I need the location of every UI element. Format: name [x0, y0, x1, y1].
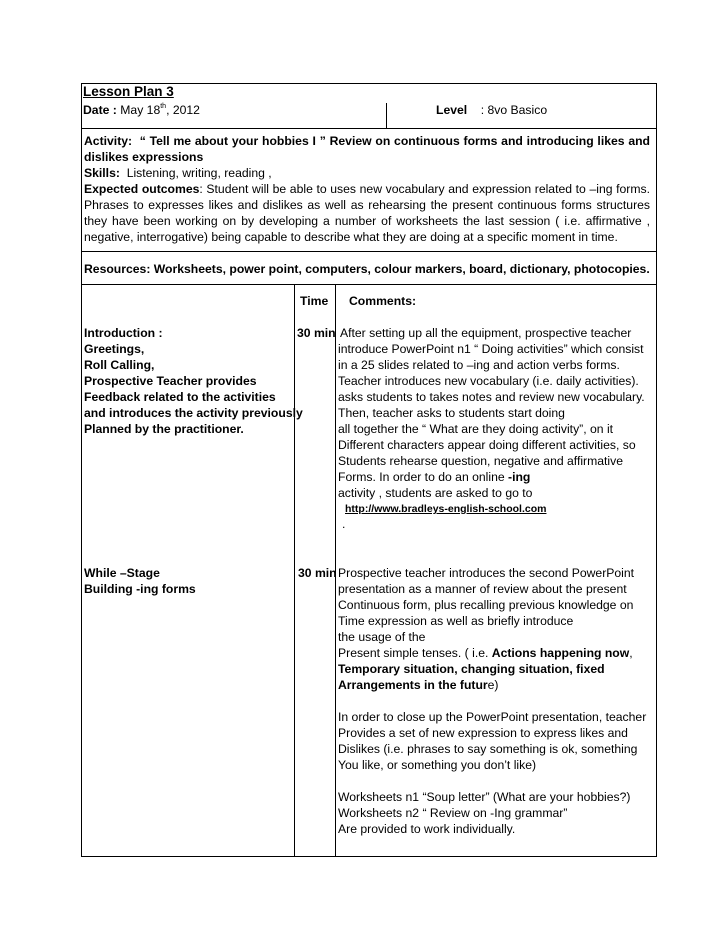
activity-line-1 — [84, 133, 650, 149]
while-comma: , — [629, 646, 633, 660]
intro-stage-6: Planned by the practitioner. — [84, 422, 244, 436]
divider-level — [386, 103, 387, 128]
while-arrangements: Arrangements in the futur — [338, 678, 488, 692]
time-header: Time — [300, 294, 329, 308]
outcomes-line-4: negative, interrogative) being capable to describe what they are doing at a specific moment in time. — [84, 230, 618, 244]
while-worksheet-0: Worksheets n1 “Soup letter” (What are your hobbies?) — [338, 790, 631, 804]
while-close-2: Dislikes (i.e. phrases to say something is ok, something — [338, 742, 638, 756]
outcomes-line-1 — [84, 181, 650, 197]
divider-activity — [81, 251, 657, 252]
while-comment-0: Prospective teacher introduces the second PowerPoint — [338, 566, 635, 580]
divider-resources — [81, 284, 657, 285]
divider-stage-time — [294, 284, 295, 857]
skills-label: Skills: — [84, 166, 120, 180]
intro-stage-3: Prospective Teacher provides — [84, 374, 257, 388]
level-line — [436, 102, 547, 118]
while-time: 30 min — [298, 566, 337, 580]
while-close-0: In order to close up the PowerPoint presentation, teacher — [338, 710, 647, 724]
while-worksheet-1: Worksheets n2 “ Review on -Ing grammar” — [338, 806, 568, 820]
divider-header — [81, 128, 657, 129]
intro-comment-1: introduce PowerPoint n1 “ Doing activities” which consist — [338, 342, 644, 356]
intro-comment-5: Then, teacher asks to students start doing — [338, 406, 565, 420]
intro-dot: . — [342, 517, 346, 531]
while-present-simple: Present simple tenses. ( i.e. — [338, 646, 492, 660]
while-comment-3: Time expression as well as briefly introduce — [338, 614, 574, 628]
intro-time: 30 min — [297, 326, 336, 340]
intro-comment-2: in a 25 slides related to –ing and action verbs forms. — [338, 358, 620, 372]
level-value: : 8vo Basico — [480, 103, 548, 117]
date-sup: th — [160, 103, 167, 110]
while-present-simple-line — [338, 645, 633, 661]
while-arrangements-end: e) — [487, 678, 499, 692]
date-day: May 18 — [120, 103, 161, 117]
ing-word: -ing — [508, 470, 531, 484]
level-label: Level — [436, 103, 468, 117]
skills-line — [84, 165, 272, 181]
intro-comment-4: asks students to takes notes and review new vocabulary. — [338, 390, 645, 404]
intro-comment-9-line — [338, 469, 530, 485]
while-actions-now: Actions happening now — [491, 646, 630, 660]
intro-stage-5: and introduces the activity previously — [84, 406, 303, 420]
intro-activity-line: activity , students are asked to go to — [338, 486, 533, 500]
intro-comment-8: Students rehearse question, negative and affirmative — [338, 454, 624, 468]
while-comment-1: presentation as a manner of review about the present — [338, 582, 627, 596]
date-line — [83, 102, 200, 118]
while-close-1: Provides a set of new expression to express likes and — [338, 726, 628, 740]
comments-header: Comments: — [349, 294, 417, 308]
intro-comment-9: Forms. In order to do an online — [338, 470, 509, 484]
while-worksheet-2: Are provided to work individually. — [338, 822, 516, 836]
activity-text-1: “ Tell me about your hobbies I ” Review on continuous forms and introducing likes and — [139, 134, 650, 148]
while-arrangements-line — [338, 677, 499, 693]
intro-stage-1: Greetings, — [84, 342, 145, 356]
resources-line: Resources: Worksheets, power point, computers, colour markers, board, dictionary, photocopies. — [84, 262, 650, 276]
while-comment-2: Continuous form, plus recalling previous knowledge on — [338, 598, 634, 612]
intro-stage-2: Roll Calling, — [84, 358, 155, 372]
intro-comment-0: After setting up all the equipment, prospective teacher — [340, 326, 632, 340]
intro-stage-4: Feedback related to the activities — [84, 390, 276, 404]
intro-comment-7: Different characters appear doing different activities, so — [338, 438, 636, 452]
bradleys-link[interactable]: http://www.bradleys-english-school.com — [345, 503, 547, 515]
while-comment-4: the usage of the — [338, 630, 426, 644]
activity-label: Activity: — [84, 134, 133, 148]
while-temporary: Temporary situation, changing situation, fixed — [338, 662, 605, 676]
date-label: Date : — [83, 103, 117, 117]
intro-comment-3: Teacher introduces new vocabulary (i.e. daily activities). — [338, 374, 639, 388]
outcomes-line-3: they have been working on by developing a number of worksheets the last session ( i.e. affirmative , — [84, 214, 650, 228]
intro-stage-0: Introduction : — [84, 326, 163, 340]
activity-line-2: dislikes expressions — [84, 150, 204, 164]
outcomes-label: Expected outcomes — [84, 182, 200, 196]
date-year: , 2012 — [166, 103, 200, 117]
skills-value: Listening, writing, reading , — [126, 166, 272, 180]
intro-comment-6: all together the “ What are they doing activity”, on it — [338, 422, 614, 436]
outcomes-text-1: : Student will be able to uses new vocabulary and expression related to –ing forms. — [199, 182, 650, 196]
while-stage-0: While –Stage — [84, 566, 160, 580]
while-close-3: You like, or something you don’t like) — [338, 758, 537, 772]
lesson-title: Lesson Plan 3 — [83, 84, 174, 99]
outcomes-line-2: Phrases to expresses likes and dislikes as well as rehearsing the present continuous forms structures — [84, 198, 650, 212]
while-stage-1: Building -ing forms — [84, 582, 196, 596]
